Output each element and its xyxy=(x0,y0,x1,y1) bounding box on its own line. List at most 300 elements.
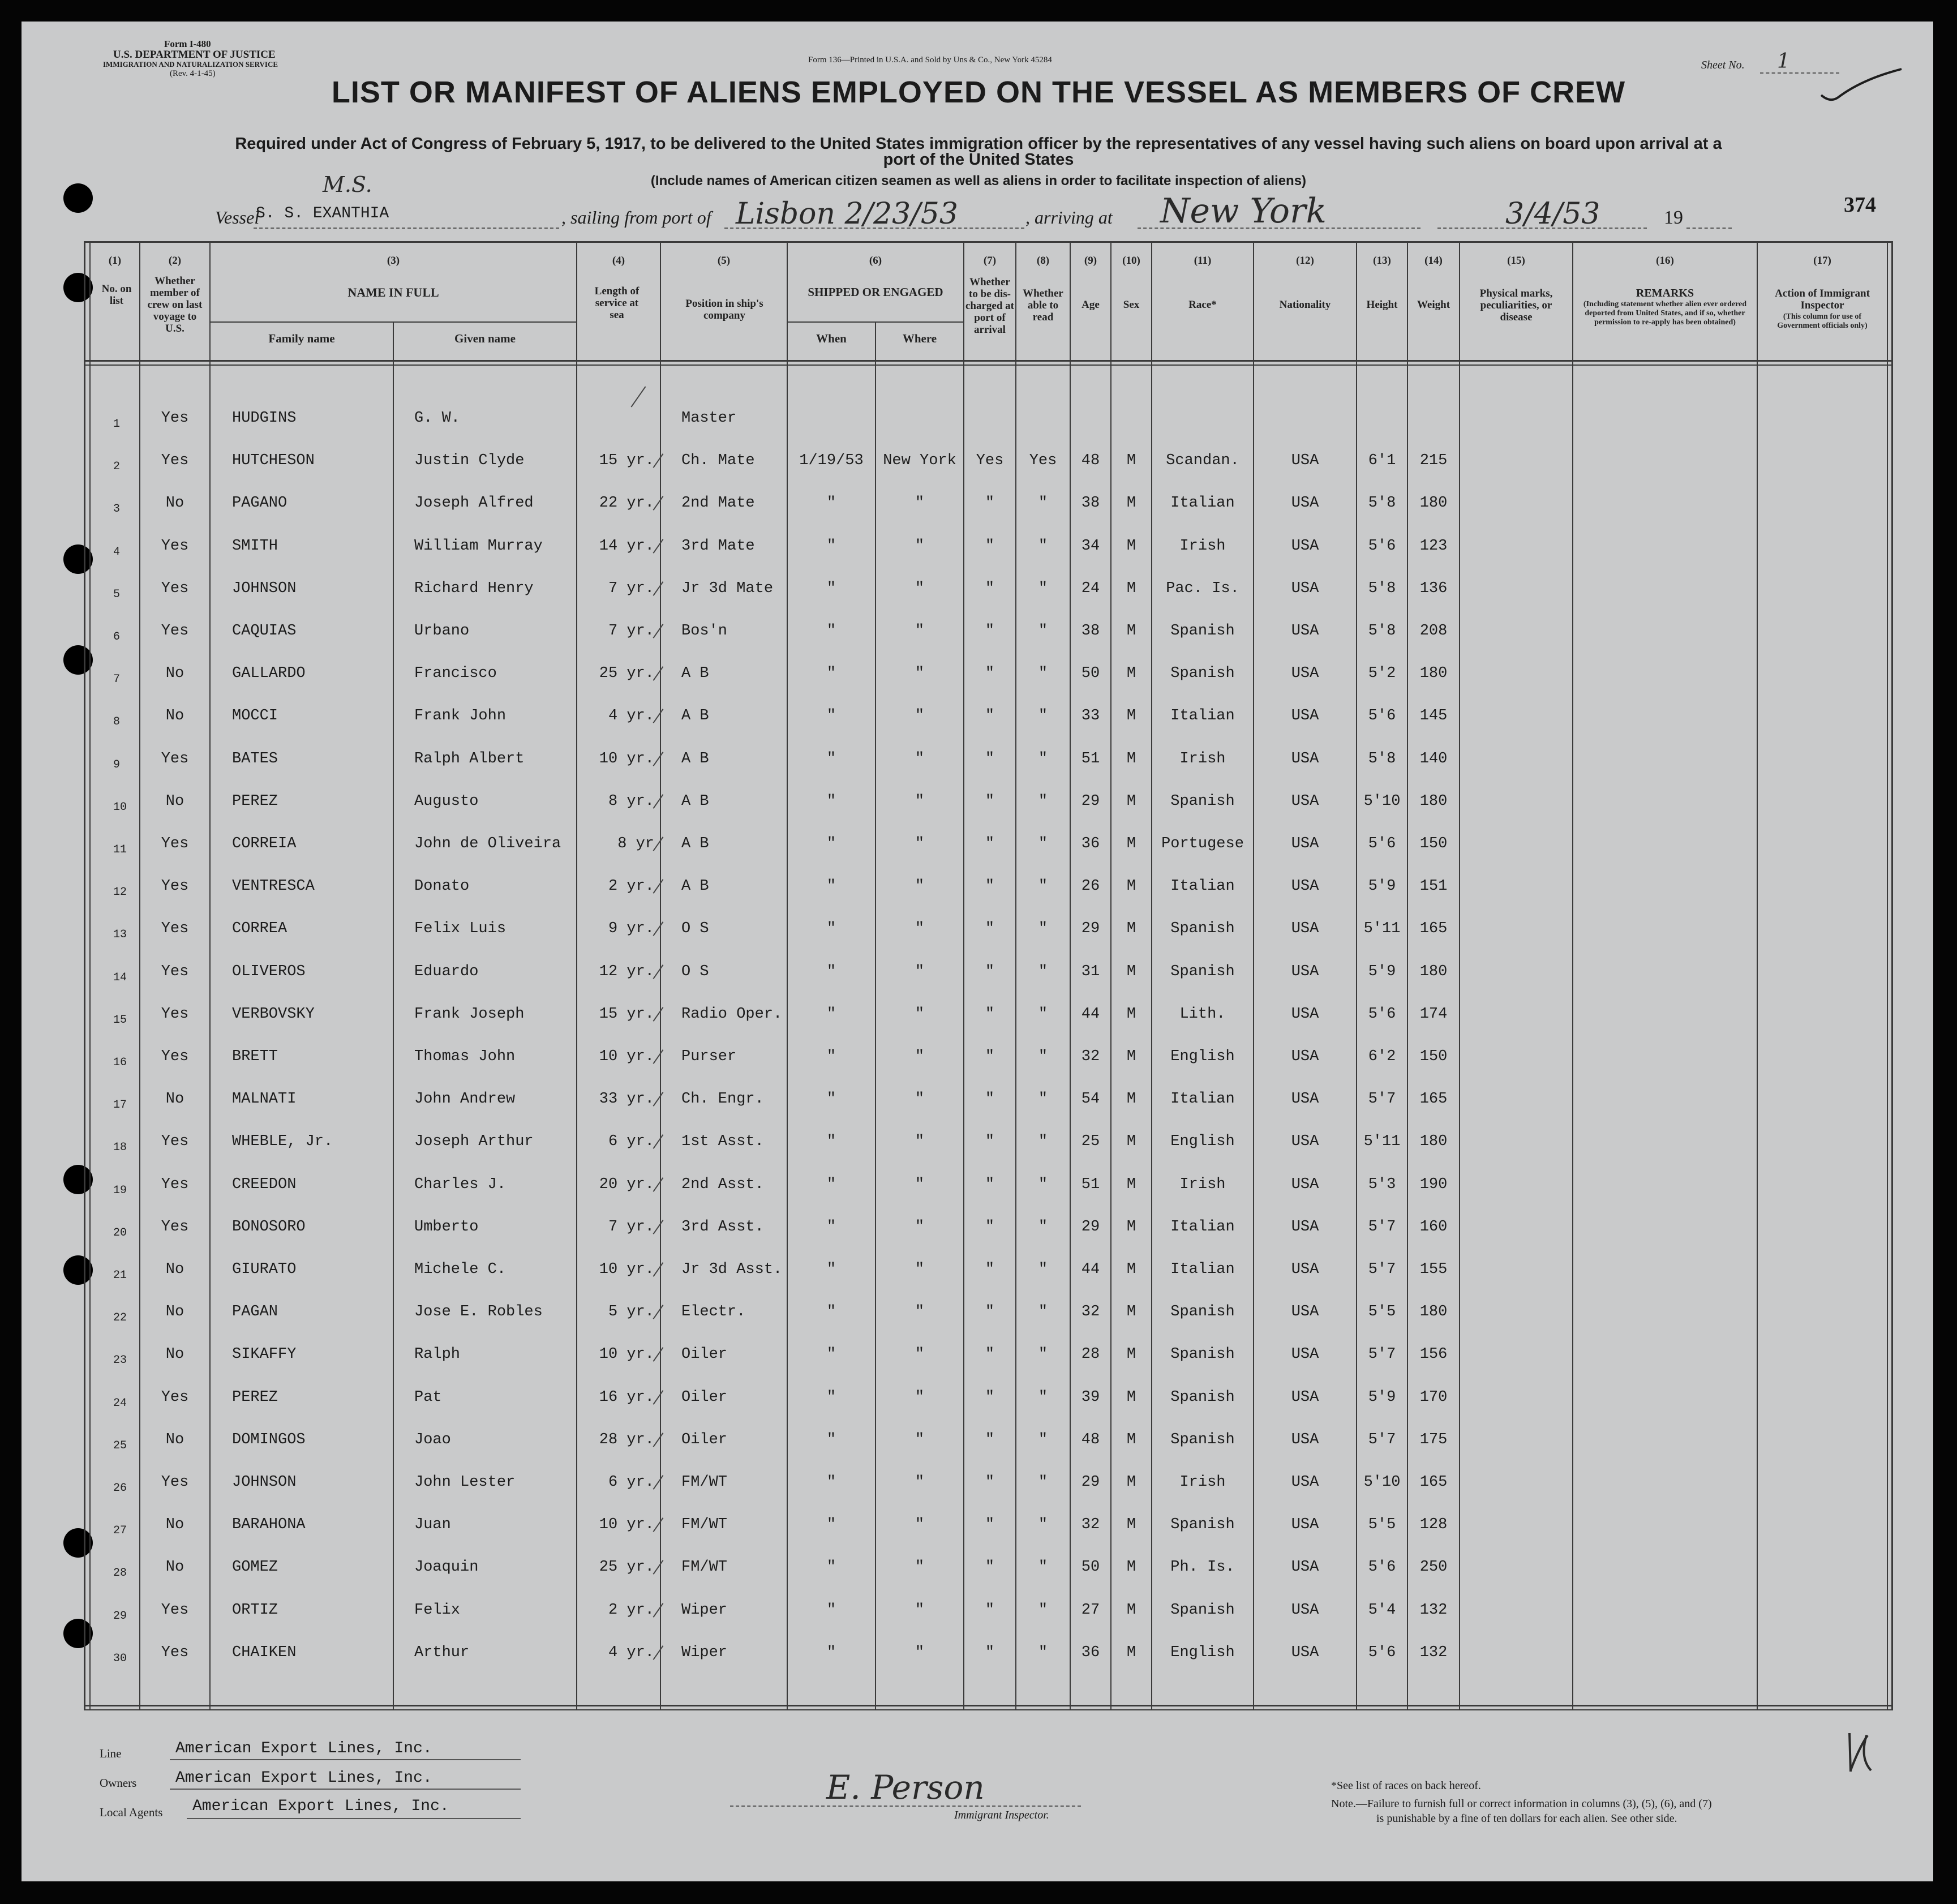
service-cell: 6 yr. xyxy=(608,1133,654,1151)
weight-cell: 175 xyxy=(1419,1431,1448,1448)
given-name-cell: Augusto xyxy=(414,792,479,810)
service-cell: 4 yr. xyxy=(608,707,654,725)
shipped-where-cell: " xyxy=(915,920,925,938)
nationality-cell: USA xyxy=(1291,963,1319,980)
row-number: 9 xyxy=(113,758,121,771)
shipped-where-cell: " xyxy=(915,707,925,725)
discharged-cell: Yes xyxy=(976,452,1004,470)
sex-cell: M xyxy=(1126,665,1136,683)
weight-cell: 140 xyxy=(1419,750,1448,767)
family-name-cell: JOHNSON xyxy=(232,1474,297,1491)
col-num: (8) xyxy=(1036,255,1050,267)
given-name-cell: Eduardo xyxy=(414,963,479,980)
last-voyage-cell: Yes xyxy=(161,1133,189,1151)
sex-cell: M xyxy=(1126,1176,1136,1193)
given-name-cell: William Murray xyxy=(414,537,543,555)
given-name-cell: Arthur xyxy=(414,1644,470,1661)
age-cell: 51 xyxy=(1081,750,1100,767)
inspector-label: Immigrant Inspector. xyxy=(954,1809,1049,1821)
row-number: 29 xyxy=(113,1609,127,1623)
arrival-date-line xyxy=(1437,228,1647,229)
weight-cell: 208 xyxy=(1419,623,1448,640)
shipped-where-cell: " xyxy=(915,495,925,512)
row-number: 26 xyxy=(113,1482,127,1495)
able-to-read-cell: " xyxy=(1038,1346,1048,1363)
race-cell: Spanish xyxy=(1170,1346,1235,1363)
service-cell: 6 yr. xyxy=(608,1474,654,1491)
shipped-where-cell: " xyxy=(915,963,925,980)
given-name-cell: Frank Joseph xyxy=(414,1005,525,1023)
vessel-annotation: M.S. xyxy=(323,172,372,197)
col-header-name: NAME IN FULL xyxy=(347,285,439,299)
position-cell: Oiler xyxy=(681,1346,728,1363)
last-voyage-cell: No xyxy=(165,1303,184,1321)
service-cell: 33 yr. xyxy=(599,1091,654,1108)
able-to-read-cell: " xyxy=(1038,1176,1048,1193)
col-num: (6) xyxy=(869,255,882,267)
position-cell: A B xyxy=(681,792,709,810)
col-header-family-name: Family name xyxy=(268,332,335,345)
able-to-read-cell: " xyxy=(1038,963,1048,980)
shipped-when-cell: " xyxy=(826,1133,836,1151)
position-cell: 2nd Asst. xyxy=(681,1176,764,1193)
able-to-read-cell: " xyxy=(1038,750,1048,767)
discharged-cell: " xyxy=(985,495,995,512)
height-cell: 5'6 xyxy=(1368,1644,1396,1661)
family-name-cell: ORTIZ xyxy=(232,1601,278,1619)
row-number: 11 xyxy=(113,843,127,856)
col-num: (16) xyxy=(1656,255,1674,267)
position-cell: Ch. Engr. xyxy=(681,1091,764,1108)
age-cell: 29 xyxy=(1081,1218,1100,1236)
able-to-read-cell: " xyxy=(1038,1388,1048,1406)
given-name-cell: Felix Luis xyxy=(414,920,507,938)
row-number: 28 xyxy=(113,1567,127,1580)
age-cell: 28 xyxy=(1081,1346,1100,1363)
discharged-cell: " xyxy=(985,750,995,767)
col-header-sex: Sex xyxy=(1123,299,1140,311)
family-name-cell: DOMINGOS xyxy=(232,1431,306,1448)
service-cell: 8 yr. xyxy=(608,792,654,810)
penalty-note: is punishable by a fine of ten dollars for each alien. See other side. xyxy=(1376,1812,1677,1825)
age-cell: 24 xyxy=(1081,580,1100,597)
punch-hole xyxy=(63,1255,93,1285)
sex-cell: M xyxy=(1126,792,1136,810)
able-to-read-cell: " xyxy=(1038,1559,1048,1576)
col-header-shipped: SHIPPED OR ENGAGED xyxy=(808,285,943,299)
initials-mark xyxy=(1834,1726,1885,1777)
printer-note: Form 136—Printed in U.S.A. and Sold by Uns & Co., New York 45284 xyxy=(808,55,1052,65)
race-cell: Spanish xyxy=(1170,1431,1235,1448)
able-to-read-cell: " xyxy=(1038,623,1048,640)
sex-cell: M xyxy=(1126,1644,1136,1661)
shipped-where-cell: " xyxy=(915,1005,925,1023)
col-num: (17) xyxy=(1813,255,1831,267)
position-cell: Purser xyxy=(681,1048,737,1065)
age-cell: 32 xyxy=(1081,1516,1100,1534)
height-cell: 5'10 xyxy=(1363,1474,1401,1491)
last-voyage-cell: Yes xyxy=(161,410,189,427)
height-cell: 5'6 xyxy=(1368,537,1396,555)
last-voyage-cell: Yes xyxy=(161,452,189,470)
age-cell: 39 xyxy=(1081,1388,1100,1406)
nationality-cell: USA xyxy=(1291,1176,1319,1193)
last-voyage-cell: Yes xyxy=(161,1601,189,1619)
shipped-when-cell: " xyxy=(826,920,836,938)
sex-cell: M xyxy=(1126,452,1136,470)
given-name-cell: Ralph xyxy=(414,1346,461,1363)
row-number: 24 xyxy=(113,1396,127,1410)
sailing-port: Lisbon 2/23/53 xyxy=(736,197,958,231)
sailing-label: , sailing from port of xyxy=(561,207,711,228)
shipped-where-cell: " xyxy=(915,537,925,555)
discharged-cell: " xyxy=(985,1303,995,1321)
family-name-cell: CORREA xyxy=(232,920,287,938)
row-number: 25 xyxy=(113,1439,127,1452)
col-header-position: Position in ship's company xyxy=(685,298,763,321)
family-name-cell: HUTCHESON xyxy=(232,452,315,470)
weight-cell: 165 xyxy=(1419,920,1448,938)
shipped-where-cell: " xyxy=(915,1644,925,1661)
shipped-when-cell: " xyxy=(826,580,836,597)
age-cell: 48 xyxy=(1081,452,1100,470)
weight-cell: 180 xyxy=(1419,1303,1448,1321)
subtitle-note: (Include names of American citizen seamen as well as aliens in order to facilitate inspection of aliens) xyxy=(650,173,1307,188)
race-cell: Spanish xyxy=(1170,920,1235,938)
position-cell: Wiper xyxy=(681,1644,728,1661)
sex-cell: M xyxy=(1126,1261,1136,1278)
col-header-last-voyage: Whether member of crew on last voyage to U.S. xyxy=(147,275,203,335)
family-name-cell: VERBOVSKY xyxy=(232,1005,315,1023)
discharged-cell: " xyxy=(985,920,995,938)
family-name-cell: MALNATI xyxy=(232,1091,297,1108)
shipped-when-cell: " xyxy=(826,792,836,810)
family-name-cell: PEREZ xyxy=(232,792,278,810)
race-cell: Spanish xyxy=(1170,792,1235,810)
shipped-when-cell: " xyxy=(826,1474,836,1491)
discharged-cell: " xyxy=(985,1559,995,1576)
vessel-name: S. S. EXANTHIA xyxy=(256,205,389,222)
last-voyage-cell: Yes xyxy=(161,623,189,640)
weight-cell: 155 xyxy=(1419,1261,1448,1278)
family-name-cell: BATES xyxy=(232,750,278,767)
row-number: 1 xyxy=(113,418,121,431)
sex-cell: M xyxy=(1126,1005,1136,1023)
shipped-when-cell: " xyxy=(826,750,836,767)
row-number: 17 xyxy=(113,1099,127,1112)
col-num: (3) xyxy=(387,255,400,267)
height-cell: 5'11 xyxy=(1363,1133,1401,1151)
given-name-cell: Joao xyxy=(414,1431,451,1448)
row-number: 5 xyxy=(113,588,121,601)
age-cell: 36 xyxy=(1081,1644,1100,1661)
position-cell: A B xyxy=(681,835,709,852)
given-name-cell: Justin Clyde xyxy=(414,452,525,470)
punch-hole xyxy=(63,645,93,675)
family-name-cell: CORREIA xyxy=(232,835,297,852)
sex-cell: M xyxy=(1126,623,1136,640)
given-name-cell: Frank John xyxy=(414,707,507,725)
given-name-cell: Richard Henry xyxy=(414,580,534,597)
height-cell: 5'6 xyxy=(1368,707,1396,725)
height-cell: 5'5 xyxy=(1368,1516,1396,1534)
discharged-cell: " xyxy=(985,537,995,555)
age-cell: 29 xyxy=(1081,1474,1100,1491)
sex-cell: M xyxy=(1126,1431,1136,1448)
nationality-cell: USA xyxy=(1291,835,1319,852)
position-cell: O S xyxy=(681,963,709,980)
position-cell: Electr. xyxy=(681,1303,746,1321)
shipped-when-cell: " xyxy=(826,1559,836,1576)
race-cell: Irish xyxy=(1179,537,1226,555)
height-cell: 5'3 xyxy=(1368,1176,1396,1193)
row-number: 6 xyxy=(113,631,121,644)
shipped-where-cell: " xyxy=(915,1601,925,1619)
given-name-cell: Francisco xyxy=(414,665,497,683)
row-number: 8 xyxy=(113,715,121,729)
given-name-cell: Donato xyxy=(414,878,470,895)
weight-cell: 145 xyxy=(1419,707,1448,725)
department: U.S. DEPARTMENT OF JUSTICE xyxy=(113,49,276,61)
last-voyage-cell: Yes xyxy=(161,750,189,767)
family-name-cell: PAGANO xyxy=(232,495,287,512)
row-number: 10 xyxy=(113,800,127,814)
race-cell: Ph. Is. xyxy=(1170,1559,1235,1576)
col-num: (1) xyxy=(108,255,122,267)
race-cell: Spanish xyxy=(1170,1601,1235,1619)
given-name-cell: Jose E. Robles xyxy=(414,1303,543,1321)
height-cell: 5'7 xyxy=(1368,1091,1396,1108)
height-cell: 5'11 xyxy=(1363,920,1401,938)
position-cell: Wiper xyxy=(681,1601,728,1619)
last-voyage-cell: No xyxy=(165,1559,184,1576)
last-voyage-cell: Yes xyxy=(161,537,189,555)
height-cell: 5'8 xyxy=(1368,623,1396,640)
given-name-cell: John Lester xyxy=(414,1474,516,1491)
shipped-when-cell: " xyxy=(826,1176,836,1193)
shipped-where-cell: " xyxy=(915,1346,925,1363)
agents-value: American Export Lines, Inc. xyxy=(192,1798,449,1815)
height-cell: 5'8 xyxy=(1368,580,1396,597)
height-cell: 5'9 xyxy=(1368,878,1396,895)
row-number: 12 xyxy=(113,886,127,899)
punch-hole xyxy=(63,544,93,574)
weight-cell: 180 xyxy=(1419,1133,1448,1151)
discharged-cell: " xyxy=(985,1133,995,1151)
able-to-read-cell: " xyxy=(1038,1091,1048,1108)
col-header-nationality: Nationality xyxy=(1279,299,1331,311)
col-num: (10) xyxy=(1122,255,1140,267)
sex-cell: M xyxy=(1126,1601,1136,1619)
discharged-cell: " xyxy=(985,623,995,640)
weight-cell: 174 xyxy=(1419,1005,1448,1023)
agents-underline xyxy=(187,1818,521,1819)
line-underline xyxy=(170,1759,521,1760)
vessel-label: Vessel xyxy=(215,207,260,228)
age-cell: 51 xyxy=(1081,1176,1100,1193)
arriving-label: , arriving at xyxy=(1025,207,1113,228)
race-cell: Spanish xyxy=(1170,665,1235,683)
last-voyage-cell: Yes xyxy=(161,1005,189,1023)
last-voyage-cell: No xyxy=(165,1431,184,1448)
sex-cell: M xyxy=(1126,1474,1136,1491)
sex-cell: M xyxy=(1126,963,1136,980)
position-cell: 1st Asst. xyxy=(681,1133,764,1151)
shipped-where-cell: " xyxy=(915,878,925,895)
shipped-when-cell: " xyxy=(826,1431,836,1448)
position-cell: O S xyxy=(681,920,709,938)
family-name-cell: BRETT xyxy=(232,1048,278,1065)
col-num: (15) xyxy=(1507,255,1525,267)
punch-hole xyxy=(63,273,93,302)
weight-cell: 180 xyxy=(1419,792,1448,810)
owners-label: Owners xyxy=(100,1776,137,1790)
col-header-where: Where xyxy=(902,332,937,345)
age-cell: 44 xyxy=(1081,1261,1100,1278)
age-cell: 44 xyxy=(1081,1005,1100,1023)
last-voyage-cell: No xyxy=(165,1346,184,1363)
sex-cell: M xyxy=(1126,1559,1136,1576)
race-cell: Irish xyxy=(1179,1176,1226,1193)
height-cell: 5'7 xyxy=(1368,1218,1396,1236)
inspector-line xyxy=(730,1806,1081,1807)
nationality-cell: USA xyxy=(1291,1644,1319,1661)
weight-cell: 180 xyxy=(1419,495,1448,512)
given-name-cell: Joseph Alfred xyxy=(414,495,534,512)
service-cell: 5 yr. xyxy=(608,1303,654,1321)
race-cell: Spanish xyxy=(1170,1303,1235,1321)
able-to-read-cell: " xyxy=(1038,792,1048,810)
shipped-where-cell: " xyxy=(915,1048,925,1065)
col-num: (2) xyxy=(168,255,182,267)
row-number: 19 xyxy=(113,1183,127,1197)
weight-cell: 250 xyxy=(1419,1559,1448,1576)
race-cell: Spanish xyxy=(1170,963,1235,980)
agents-label: Local Agents xyxy=(100,1806,163,1819)
discharged-cell: " xyxy=(985,963,995,980)
last-voyage-cell: Yes xyxy=(161,580,189,597)
weight-cell: 128 xyxy=(1419,1516,1448,1534)
position-cell: 3rd Asst. xyxy=(681,1218,764,1236)
row-number: 16 xyxy=(113,1056,127,1069)
form-number: Form I-480 xyxy=(164,38,211,49)
weight-cell: 132 xyxy=(1419,1601,1448,1619)
sex-cell: M xyxy=(1126,1091,1136,1108)
shipped-where-cell: " xyxy=(915,1303,925,1321)
service-cell: 2 yr. xyxy=(608,878,654,895)
shipped-when-cell: " xyxy=(826,963,836,980)
able-to-read-cell: " xyxy=(1038,1431,1048,1448)
discharged-cell: " xyxy=(985,1516,995,1534)
row-number: 15 xyxy=(113,1013,127,1027)
shipped-when-cell: " xyxy=(826,878,836,895)
sheet-number: 1 xyxy=(1777,50,1790,73)
last-voyage-cell: No xyxy=(165,665,184,683)
col-header-when: When xyxy=(816,332,847,345)
col-header-height: Height xyxy=(1366,299,1398,311)
service-cell: 10 yr. xyxy=(599,1346,654,1363)
age-cell: 36 xyxy=(1081,835,1100,852)
able-to-read-cell: " xyxy=(1038,580,1048,597)
nationality-cell: USA xyxy=(1291,665,1319,683)
age-cell: 29 xyxy=(1081,920,1100,938)
discharged-cell: " xyxy=(985,1346,995,1363)
shipped-where-cell: " xyxy=(915,835,925,852)
service-cell: 12 yr. xyxy=(599,963,654,980)
sex-cell: M xyxy=(1126,878,1136,895)
weight-cell: 165 xyxy=(1419,1474,1448,1491)
col-header-physical: Physical marks, peculiarities, or disease xyxy=(1479,288,1553,323)
family-name-cell: BONOSORO xyxy=(232,1218,306,1236)
line-label: Line xyxy=(100,1747,122,1760)
age-cell: 38 xyxy=(1081,495,1100,512)
last-voyage-cell: Yes xyxy=(161,1388,189,1406)
service-cell: 2 yr. xyxy=(608,1601,654,1619)
able-to-read-cell: Yes xyxy=(1029,452,1057,470)
able-to-read-cell: " xyxy=(1038,1005,1048,1023)
service-cell: 9 yr. xyxy=(608,920,654,938)
service-cell: 25 yr. xyxy=(599,665,654,683)
weight-cell: 132 xyxy=(1419,1644,1448,1661)
sex-cell: M xyxy=(1126,537,1136,555)
able-to-read-cell: " xyxy=(1038,1474,1048,1491)
shipped-when-cell: " xyxy=(826,1303,836,1321)
able-to-read-cell: " xyxy=(1038,1303,1048,1321)
age-cell: 29 xyxy=(1081,792,1100,810)
discharged-cell: " xyxy=(985,878,995,895)
year-label: 19 xyxy=(1664,207,1683,228)
weight-cell: 151 xyxy=(1419,878,1448,895)
line-value: American Export Lines, Inc. xyxy=(175,1740,432,1757)
race-cell: Irish xyxy=(1179,1474,1226,1491)
last-voyage-cell: No xyxy=(165,1091,184,1108)
service-cell: 25 yr. xyxy=(599,1559,654,1576)
family-name-cell: JOHNSON xyxy=(232,580,297,597)
race-cell: Irish xyxy=(1179,750,1226,767)
race-cell: Italian xyxy=(1170,1261,1235,1278)
discharged-cell: " xyxy=(985,1005,995,1023)
shipped-when-cell: " xyxy=(826,665,836,683)
service-cell: 7 yr. xyxy=(608,580,654,597)
col-num: (13) xyxy=(1373,255,1391,267)
position-cell: Ch. Mate xyxy=(681,452,755,470)
revision: (Rev. 4-1-45) xyxy=(170,69,216,78)
position-cell: Oiler xyxy=(681,1431,728,1448)
position-cell: Bos'n xyxy=(681,623,728,640)
service-cell: 8 yr xyxy=(617,835,654,852)
position-cell: A B xyxy=(681,707,709,725)
height-cell: 5'8 xyxy=(1368,750,1396,767)
family-name-cell: CHAIKEN xyxy=(232,1644,297,1661)
race-cell: Italian xyxy=(1170,1218,1235,1236)
col-header-action-note: (This column for use of Government officials only) xyxy=(1777,312,1868,330)
shipped-when-cell: " xyxy=(826,1346,836,1363)
able-to-read-cell: " xyxy=(1038,1133,1048,1151)
shipped-when-cell: " xyxy=(826,835,836,852)
service-cell: 7 yr. xyxy=(608,1218,654,1236)
discharged-cell: " xyxy=(985,1218,995,1236)
col-header-no: No. on list xyxy=(101,283,132,307)
shipped-where-cell: " xyxy=(915,1176,925,1193)
height-cell: 5'9 xyxy=(1368,963,1396,980)
age-cell: 50 xyxy=(1081,665,1100,683)
last-voyage-cell: Yes xyxy=(161,1474,189,1491)
row-number: 2 xyxy=(113,460,121,474)
nationality-cell: USA xyxy=(1291,1133,1319,1151)
inspector-signature: E. Person xyxy=(826,1768,985,1807)
col-num: (11) xyxy=(1194,255,1212,267)
service-cell: 10 yr. xyxy=(599,1261,654,1278)
